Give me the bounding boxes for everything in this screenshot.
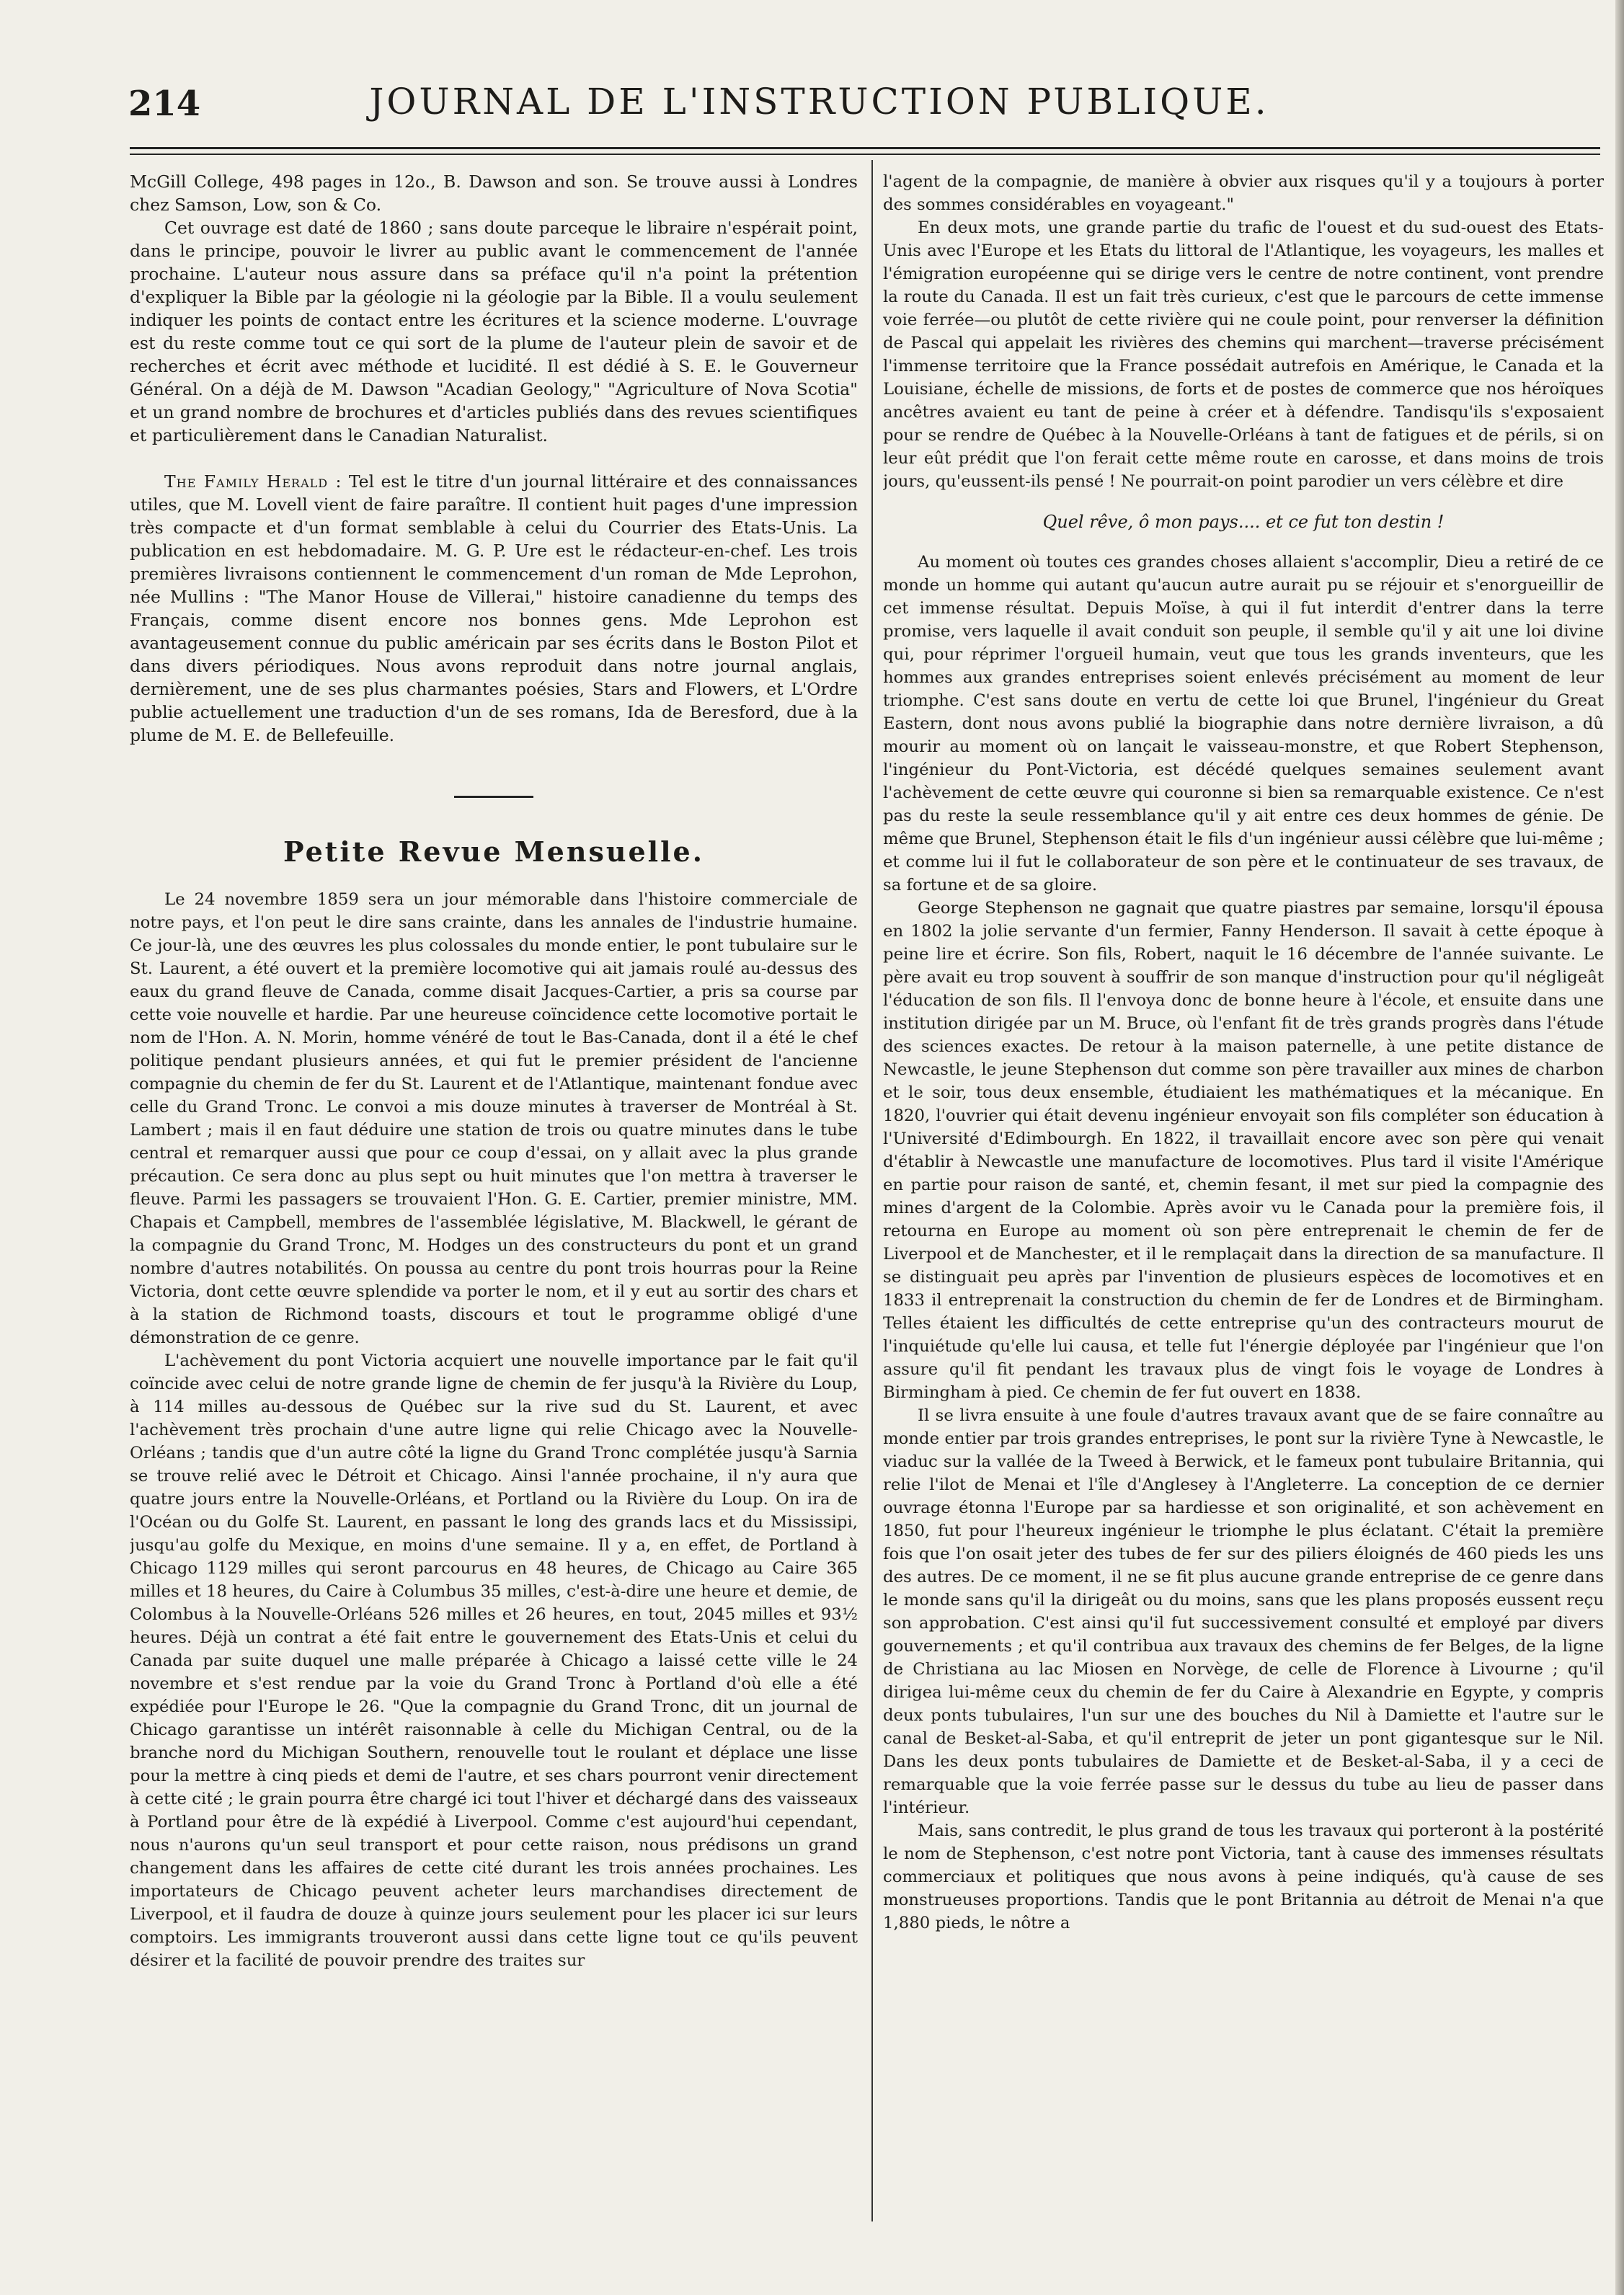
article-paragraph-6: Il se livra ensuite à une foule d'autres travaux avant que de se faire connaître au monde entier par trois grandes entreprises, le pont sur la rivière Tyne à Newcastle, le viaduc sur la vallée de la Tweed à Berwick, et le fameux pont tubulaire Britannia, qui relie l'ilot de Menai et l'île d'Anglesey à l'Angleterre. La conception de ce dernier ouvrage étonna l'Europe par sa hardiesse et son originalité, et son achèvement en 1850, fut pour l'heureux ingénieur le triomphe le plus éclatant. C'était la première fois que l'on osait jeter des tubes de fer sur des piliers éloignés de 460 pieds les uns des autres. De ce moment, il ne se fit plus aucune grande entreprise de ce genre dans le monde sans qu'il la dirigeât ou du moins, sans que les plans proposés eussent reçu son approbation. C'est ainsi qu'il fut successivement consulté et employé par divers gouvernements ; et qu'il contribua aux travaux des chemins de fer Belges, de la ligne de Christiana au lac Miosen en Norvège, de celle de Florence à Livourne ; qu'il dirigea lui-même ceux du chemin de fer du Caire à Alexandrie en Egypte, y compris deux ponts tubulaires, l'un sur une des bouches du Nil à Damiette et l'autre sur le canal de Besket-al-Saba, et qu'il entreprit de jeter un pont gigantesque sur le Nil. Dans les deux ponts tubulaires de Damiette et de Besket-al-Saba, il y a ceci de remarquable que la voie ferrée passe sur le dessus du tube au lieu de passer dans l'intérieur.: [883, 1406, 1604, 1817]
article-paragraph-3: En deux mots, une grande partie du trafic de l'ouest et du sud-ouest des Etats-Unis avec l'Europe et les Etats du littoral de l'Atlantique, les voyageurs, les malles et l'émigration européenne qui se dirige vers le centre de notre continent, vont prendre la route du Canada. Il est un fait très curieux, c'est que le parcours de cette immense voie ferrée—ou plutôt de cette rivière qui ne coule point, pour renverser la définition de Pascal qui appelait les rivières des chemins qui marchent—traverse précisément l'immense territoire que la France possédait autrefois en Amérique, le Canada et la Louisiane, échelle de missions, de forts et de postes de commerce que nos héroïques ancêtres avaient eu tant de peine à créer et à défendre. Tandisqu'ils s'exposaient pour se rendre de Québec à la Nouvelle-Orléans à tant de fatigues et de périls, si on leur eût prédit que l'on ferait cette même route en carosse, et dans moins de trois jours, qu'eussent-ils pensé ! Ne pourrait-on point parodier un vers célèbre et dire: [883, 218, 1604, 491]
article-paragraph-2: L'achèvement du pont Victoria acquiert une nouvelle importance par le fait qu'il coïncide avec celui de notre grande ligne de chemin de fer jusqu'à la Rivière du Loup, à 114 milles au-dessous de Québec sur la rive sud du St. Laurent, et avec l'achèvement très prochain d'une autre ligne qui relie Chicago avec la Nouvelle-Orléans ; tandis que d'un autre côté la ligne du Grand Tronc complétée jusqu'à Sarnia se trouve relié avec le Détroit et Chicago. Ainsi l'année prochaine, il n'y aura que quatre jours entre la Nouvelle-Orléans, et Portland ou la Rivière du Loup. On ira de l'Océan ou du Golfe St. Laurent, en passant le long des grands lacs et du Mississipi, jusqu'au golfe du Mexique, en moins d'une semaine. Il y a, en effet, de Portland à Chicago 1129 milles qui seront parcourus en 48 heures, de Chicago au Caire 365 milles et 18 heures, du Caire à Columbus 35 milles, c'est-à-dire une heure et demie, de Colombus à la Nouvelle-Orléans 526 milles et 26 heures, en tout, 2045 milles et 93½ heures. Déjà un contrat a été fait entre le gouvernement des Etats-Unis et celui du Canada par suite duquel une malle préparée à Chicago a laissé cette ville le 24 novembre et s'est rendue par la voie du Grand Tronc à Portland d'où elle a été expédiée pour l'Europe le 26. "Que la compagnie du Grand Tronc, dit un journal de Chicago garantisse un intérêt raisonnable à celle du Michigan Central, ou de la branche nord du Michigan Southern, renouvelle tout le roulant et déplace une lisse pour la mettre à cinq pieds et demi de l'autre, et ses chars pourront venir directement à cette cité ; le grain pourra être chargé ici tout l'hiver et déchargé dans des vaisseaux à Portland pour être de là expédié à Liverpool. Comme c'est aujourd'hui cependant, nous n'aurons qu'un seul transport et pour cette raison, nous prédisons un grand changement dans les affaires de cette cité durant les trois années prochaines. Les importateurs de Chicago peuvent acheter leurs marchandises directement de Liverpool, et il faudra de douze à quinze jours seulement pour les placer ici sur leurs comptoirs. Les immigrants trouveront aussi dans cette ligne tout ce qu'ils peuvent désirer et la facilité de pouvoir prendre des traites sur: [130, 1351, 858, 1970]
paragraph-gap: [130, 447, 858, 470]
header-rule: [130, 147, 1600, 149]
left-column: [130, 170, 858, 2232]
header-rule-thin: [130, 154, 1600, 155]
right-column: [883, 170, 1604, 2232]
article-paragraph-1: Le 24 novembre 1859 sera un jour mémorable dans l'histoire commerciale de notre pays, et l'on peut le dire sans crainte, dans les annales de l'industrie humaine. Ce jour-là, une des œuvres les plus colossales du monde entier, le pont tubulaire sur le St. Laurent, a été ouvert et la première locomotive qui ait jamais roulé au-dessus des eaux du grand fleuve de Canada, comme disait Jacques-Cartier, a pris sa course par cette voie nouvelle et hardie. Par une heureuse coïncidence cette locomotive portait le nom de l'Hon. A. N. Morin, homme vénéré de tout le Bas-Canada, dont il a été le chef politique pendant plusieurs années, et qui fut le premier président de l'ancienne compagnie du chemin de fer du St. Laurent et de l'Atlantique, maintenant fondue avec celle du Grand Tronc. Le convoi a mis douze minutes à traverser de Montréal à St. Lambert ; mais il en faut déduire une station de trois ou quatre minutes dans le tube central et remarquer aussi que pour ce coup d'essai, on y allait avec la plus grande précaution. Ce sera donc au plus sept ou huit minutes que l'on mettra à traverser le fleuve. Parmi les passagers se trouvaient l'Hon. G. E. Cartier, premier ministre, MM. Chapais et Campbell, membres de l'assemblée législative, M. Blackwell, le gérant de la compagnie du Grand Tronc, M. Hodges un des constructeurs du pont et un grand nombre d'autres notabilités. On poussa au centre du pont trois hourras pour la Reine Victoria, dont cette œuvre splendide va porter le nom, et il y eut au sortir des chars et à la station de Richmond toasts, discours et tout le programme obligé d'une démonstration de ce genre.: [130, 890, 858, 1347]
article-paragraph-5: George Stephenson ne gagnait que quatre piastres par semaine, lorsqu'il épousa en 1802 la jolie servante d'un fermier, Fanny Henderson. Il savait à cette époque à peine lire et écrire. Son fils, Robert, naquit le 16 décembre de l'année suivante. Le père avait eu trop souvent à souffrir de son manque d'instruction pour qu'il négligeât l'éducation de son fils. Il l'envoya donc de bonne heure à l'école, et ensuite dans une institution dirigée par un M. Bruce, où l'enfant fit de très grands progrès dans l'étude des sciences exactes. De retour à la maison paternelle, à une petite distance de Newcastle, le jeune Stephenson dut comme son père travailler aux mines de charbon et le soir, tous deux ensemble, étudiaient les mathématiques et la mécanique. En 1820, l'ouvrier qui était devenu ingénieur envoyait son fils compléter son éducation à l'Université d'Edimbourgh. En 1822, il travaillait encore avec son père qui venait d'établir à Newcastle une manufacture de locomotives. Plus tard il visite l'Amérique en partie pour raison de santé, et, chemin fesant, il met sur pied la compagnie des mines d'argent de la Colombie. Après avoir vu le Canada pour la première fois, il retourna en Europe au moment où son père entreprenait le chemin de fer de Liverpool et de Manchester, et il le remplaçait dans la direction de sa manufacture. Il se distinguait peu après par l'invention de plusieurs espèces de locomotives et en 1833 il entreprenait la construction du chemin de fer de Londres et de Birmingham. Telles étaient les difficultés de cette entreprise qu'un des contracteurs mourut de l'inquiétude qu'elle lui causa, et telle fut l'énergie déployée par l'ingénieur que l'on assure qu'il fit pendant les travaux plus de vingt fois le voyage de Londres à Birmingham à pied. Ce chemin de fer fut ouvert en 1838.: [883, 899, 1604, 1402]
column-divider: [871, 160, 873, 2221]
book-review-paragraph: Cet ouvrage est daté de 1860 ; sans doute parceque le libraire n'espérait point, dans le principe, pouvoir le livrer au public avant le commencement de l'année prochaine. L'auteur nous assure dans sa préface qu'il n'a point la prétention d'expliquer la Bible par la géologie ni la géologie par la Bible. Il a voulu seulement indiquer les points de contact entre les écritures et la science moderne. L'ouvrage est du reste comme tout ce qui sort de la plume de l'auteur plein de savoir et de recherches et écrit avec méthode et lucidité. Il est dédié à S. E. le Gouverneur Général. On a déjà de M. Dawson "Acadian Geology," "Agriculture of Nova Scotia" et un grand nombre de brochures et d'articles publiés dans des revues scientifiques et particulièrement dans le Canadian Naturalist.: [130, 218, 858, 445]
verse-quote: Quel rêve, ô mon pays.... et ce fut ton destin !: [1042, 512, 1445, 532]
family-herald-notice: [130, 470, 858, 747]
article-paragraph-7: Mais, sans contredit, le plus grand de tous les travaux qui porteront à la postérité le nom de Stephenson, c'est notre pont Victoria, tant à cause des immenses résultats commerciaux et politiques que nous avons à peine indiqués, qu'à cause de ses monstrueuses proportions. Tandis que le pont Britannia au détroit de Menai n'a que 1,880 pieds, le nôtre a: [883, 1821, 1604, 1932]
family-herald-lead: The Family Herald :: [164, 471, 342, 492]
family-herald-text: Tel est le titre d'un journal littéraire et des connaissances utiles, que M. Lovell vient de faire paraître. Il contient huit pages d'une impression très compacte et d'un format semblable à celui du Courrier des Etats-Unis. La publication en est hebdomadaire. M. G. P. Ure est le rédacteur-en-chef. Les trois premières livraisons contiennent le commencement d'un roman de Mde Leprohon, née Mullins : "The Manor House de Villerai," histoire canadienne du temps des Français, comme disent encore nos bonnes gens. Mde Leprohon est avantageusement connue du public américain par ses écrits dans le Boston Pilot et dans divers périodiques. Nous avons reproduit dans notre journal anglais, dernièrement, une de ses plus charmantes poésies, Stars and Flowers, et L'Ordre publie actuellement une traduction d'un de ses romans, Ida de Beresford, due à la plume de M. E. de Bellefeuille.: [130, 471, 858, 745]
book-notice-continued: McGill College, 498 pages in 12o., B. Dawson and son. Se trouve aussi à Londres chez Samson, Low, son & Co.: [130, 172, 858, 215]
article-continued: l'agent de la compagnie, de manière à obvier aux risques qu'il y a toujours à porter des sommes considérables en voyageant.": [883, 172, 1604, 214]
page-number: 214: [128, 84, 201, 124]
section-title: Petite Revue Mensuelle.: [283, 835, 704, 868]
journal-title: JOURNAL DE L'INSTRUCTION PUBLIQUE.: [369, 81, 1269, 123]
page-spine-shadow: [1615, 0, 1624, 2295]
section-separator-rule: [454, 796, 533, 798]
article-paragraph-4: Au moment où toutes ces grandes choses allaient s'accomplir, Dieu a retiré de ce monde un homme qui autant qu'aucun autre aurait pu se réjouir et s'enorgueillir de cet immense résultat. Depuis Moïse, à qui il fut interdit d'entrer dans la terre promise, vers laquelle il avait conduit son peuple, il semble qu'il y ait une loi divine qui, pour réprimer l'orgueil humain, veut que tous les grands inventeurs, que les hommes aux grandes entreprises soient enlevés précisément au moment de leur triomphe. C'est sans doute en vertu de cette loi que Brunel, l'ingénieur du Great Eastern, dont nous avons publié la biographie dans notre dernière livraison, a dû mourir au moment où on lançait le vaisseau-monstre, et que Robert Stephenson, l'ingénieur du Pont-Victoria, est décédé quelques semaines seulement avant l'achèvement de cette œuvre qui couronne si bien sa remarquable existence. Ce n'est pas du reste la seule ressemblance qu'il y ait entre ces deux hommes de génie. De même que Brunel, Stephenson était le fils d'un ingénieur aussi célèbre que lui-même ; et comme lui il fut le collaborateur de son père et le continuateur de ses travaux, de sa fortune et de sa gloire.: [883, 553, 1604, 895]
